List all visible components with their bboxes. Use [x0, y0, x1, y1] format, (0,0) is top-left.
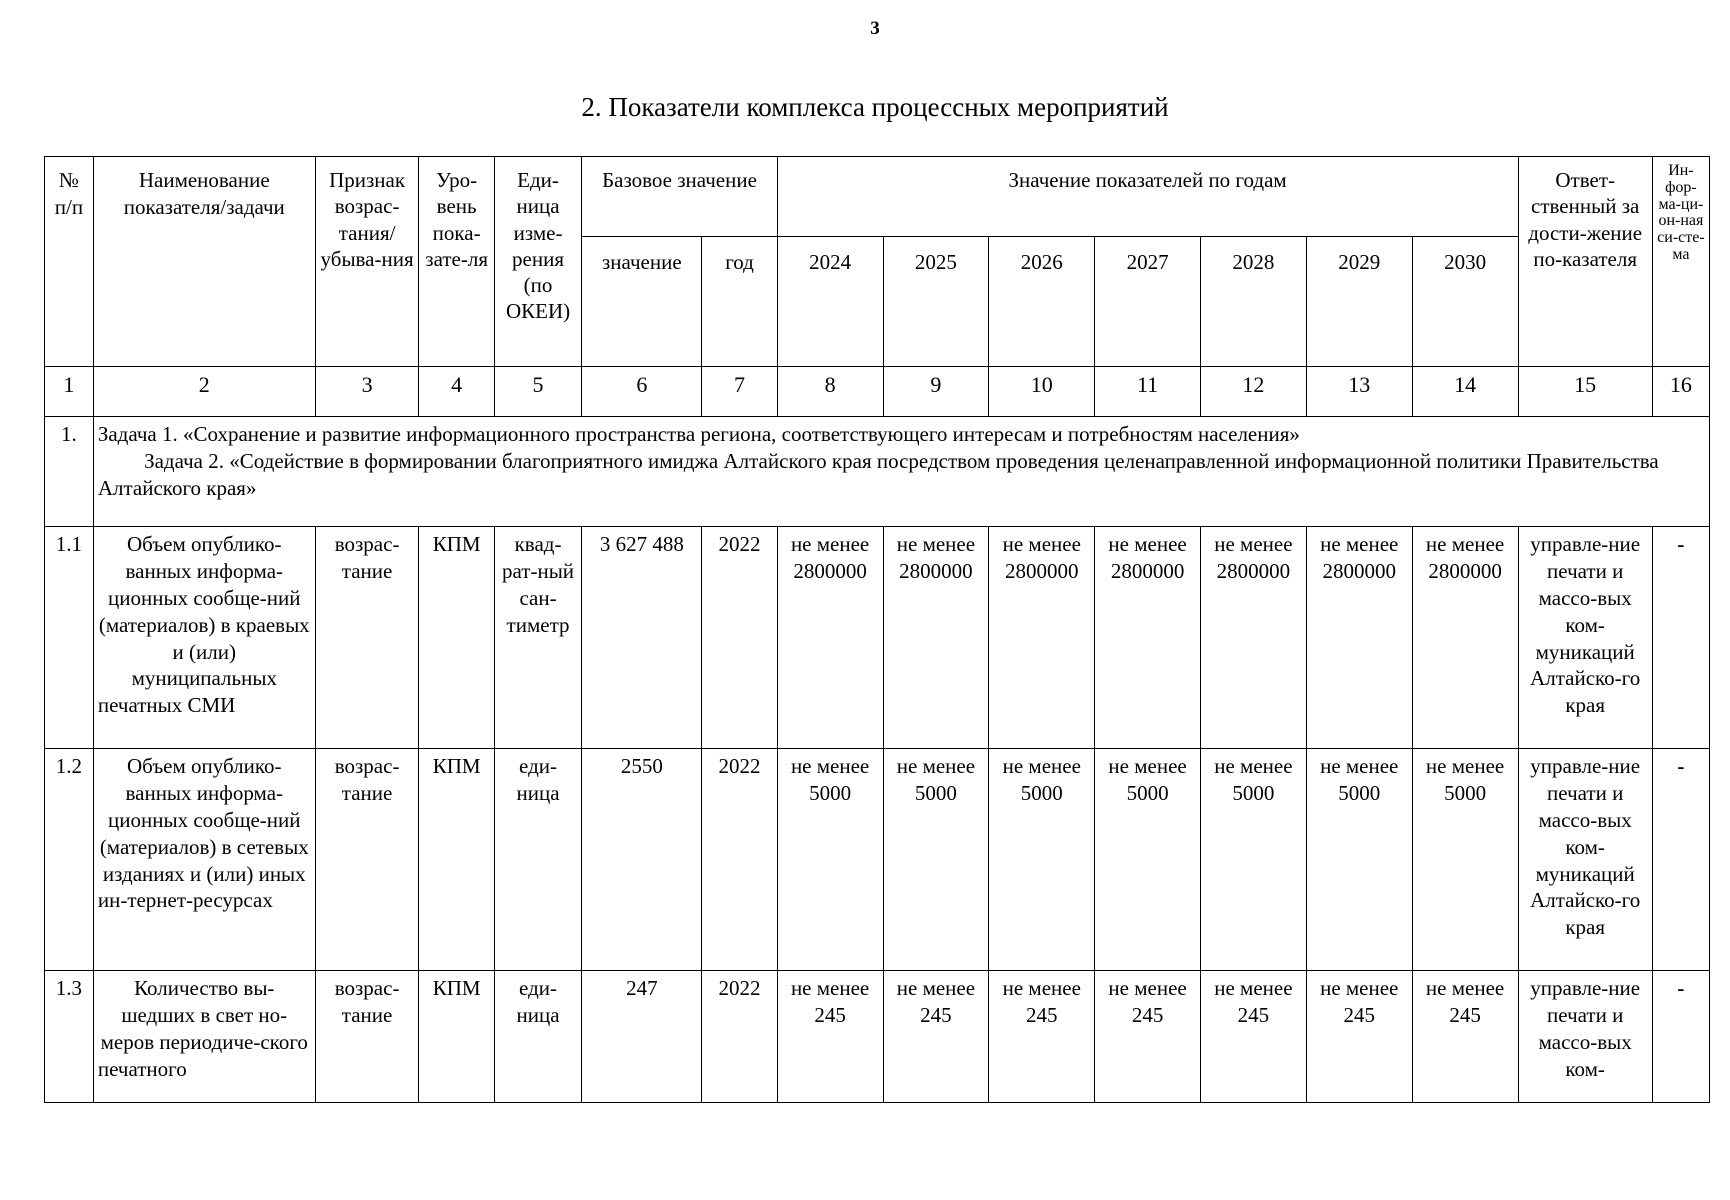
row-num: 1.2 [45, 749, 94, 971]
header-base-value: значение [582, 237, 702, 367]
row-base-value: 3 627 488 [582, 527, 702, 749]
row-value-2024: не менее 2800000 [777, 527, 883, 749]
task-1-text: Задача 1. «Сохранение и развитие информационного пространства региона, соответствующего интересам и потребностям населения» [97, 422, 1300, 446]
row-sign: возрас-тание [315, 971, 419, 1103]
row-value-2027: не менее 5000 [1095, 749, 1201, 971]
column-number: 10 [989, 367, 1095, 417]
column-number: 16 [1652, 367, 1709, 417]
header-unit: Еди-ница изме-рения (по ОКЕИ) [494, 157, 582, 367]
row-sign: возрас-тание [315, 749, 419, 971]
row-unit: квад-рат-ный сан-тиметр [494, 527, 582, 749]
column-numbers-row [45, 367, 1710, 417]
header-row-1 [45, 157, 1710, 237]
column-number: 5 [494, 367, 582, 417]
page-number: 3 [870, 18, 880, 39]
row-value-2027: не менее 2800000 [1095, 527, 1201, 749]
header-base-year: год [702, 237, 777, 367]
row-base-year: 2022 [702, 971, 777, 1103]
row-value-2027: не менее 245 [1095, 971, 1201, 1103]
row-unit: еди-ница [494, 749, 582, 971]
header-responsible: Ответ-ственный за дости-жение по-казателя [1518, 157, 1652, 367]
row-info-system: - [1652, 971, 1709, 1103]
header-sign: Признак возрас-тания/ убыва-ния [315, 157, 419, 367]
row-base-value: 2550 [582, 749, 702, 971]
header-year-2028: 2028 [1201, 237, 1307, 367]
row-responsible: управле-ние печати и массо-вых ком-муникаций Алтайско-го края [1518, 527, 1652, 749]
row-level: КПМ [419, 749, 494, 971]
task-row [45, 417, 1710, 527]
header-years-group: Значение показателей по годам [777, 157, 1518, 237]
row-indicator-name: Объем опублико-ванных информа-ционных сообще-ний (материалов) в краевых и (или) муниципальных печатных СМИ [93, 527, 315, 749]
row-num: 1.3 [45, 971, 94, 1103]
row-num: 1.1 [45, 527, 94, 749]
column-number: 3 [315, 367, 419, 417]
row-value-2024: не менее 5000 [777, 749, 883, 971]
header-info-system: Ин-фор-ма-ци-он-ная си-сте-ма [1652, 157, 1709, 367]
task-row-num: 1. [45, 417, 94, 527]
header-year-2030: 2030 [1412, 237, 1518, 367]
indicators-table [44, 156, 1710, 1103]
row-value-2030: не менее 5000 [1412, 749, 1518, 971]
column-number: 13 [1306, 367, 1412, 417]
row-responsible: управле-ние печати и массо-вых ком-муникаций Алтайско-го края [1518, 749, 1652, 971]
row-value-2030: не менее 245 [1412, 971, 1518, 1103]
header-name: Наименование показателя/задачи [93, 157, 315, 367]
column-number: 7 [702, 367, 777, 417]
row-value-2026: не менее 2800000 [989, 527, 1095, 749]
row-sign: возрас-тание [315, 527, 419, 749]
row-value-2028: не менее 5000 [1201, 749, 1307, 971]
header-level: Уро-вень пока-зате-ля [419, 157, 494, 367]
row-responsible: управле-ние печати и массо-вых ком- [1518, 971, 1652, 1103]
row-info-system: - [1652, 749, 1709, 971]
row-value-2029: не менее 2800000 [1306, 527, 1412, 749]
header-year-2026: 2026 [989, 237, 1095, 367]
task-row-text [93, 417, 1709, 527]
column-number: 8 [777, 367, 883, 417]
row-indicator-name: Объем опублико-ванных информа-ционных сообще-ний (материалов) в сетевых изданиях и (или) иных ин-тернет-ресурсах [93, 749, 315, 971]
row-value-2026: не менее 5000 [989, 749, 1095, 971]
table-row [45, 527, 1710, 749]
row-value-2029: не менее 245 [1306, 971, 1412, 1103]
row-level: КПМ [419, 971, 494, 1103]
section-title: 2. Показатели комплекса процессных мероприятий [581, 92, 1169, 122]
column-number: 14 [1412, 367, 1518, 417]
row-value-2025: не менее 5000 [883, 749, 989, 971]
row-base-value: 247 [582, 971, 702, 1103]
header-num: № п/п [45, 157, 94, 367]
row-indicator-name: Количество вы-шедших в свет но-меров периодиче-ского печатного [93, 971, 315, 1103]
row-level: КПМ [419, 527, 494, 749]
column-number: 4 [419, 367, 494, 417]
row-info-system: - [1652, 527, 1709, 749]
row-base-year: 2022 [702, 749, 777, 971]
header-year-2029: 2029 [1306, 237, 1412, 367]
row-value-2024: не менее 245 [777, 971, 883, 1103]
column-number: 1 [45, 367, 94, 417]
row-unit: еди-ница [494, 971, 582, 1103]
column-number: 12 [1201, 367, 1307, 417]
column-number: 15 [1518, 367, 1652, 417]
column-number: 2 [93, 367, 315, 417]
row-value-2028: не менее 2800000 [1201, 527, 1307, 749]
row-value-2025: не менее 2800000 [883, 527, 989, 749]
header-year-2024: 2024 [777, 237, 883, 367]
column-number: 6 [582, 367, 702, 417]
table-row [45, 971, 1710, 1103]
header-year-2027: 2027 [1095, 237, 1201, 367]
column-number: 11 [1095, 367, 1201, 417]
row-value-2026: не менее 245 [989, 971, 1095, 1103]
header-year-2025: 2025 [883, 237, 989, 367]
row-value-2030: не менее 2800000 [1412, 527, 1518, 749]
table-row [45, 749, 1710, 971]
row-value-2028: не менее 245 [1201, 971, 1307, 1103]
header-base-group: Базовое значение [582, 157, 777, 237]
row-value-2025: не менее 245 [883, 971, 989, 1103]
task-2-text: Задача 2. «Содействие в формировании благоприятного имиджа Алтайского края посредством проведения целенаправленной информационной политики Правительства Алтайского края» [97, 448, 1659, 500]
row-value-2029: не менее 5000 [1306, 749, 1412, 971]
column-number: 9 [883, 367, 989, 417]
row-base-year: 2022 [702, 527, 777, 749]
